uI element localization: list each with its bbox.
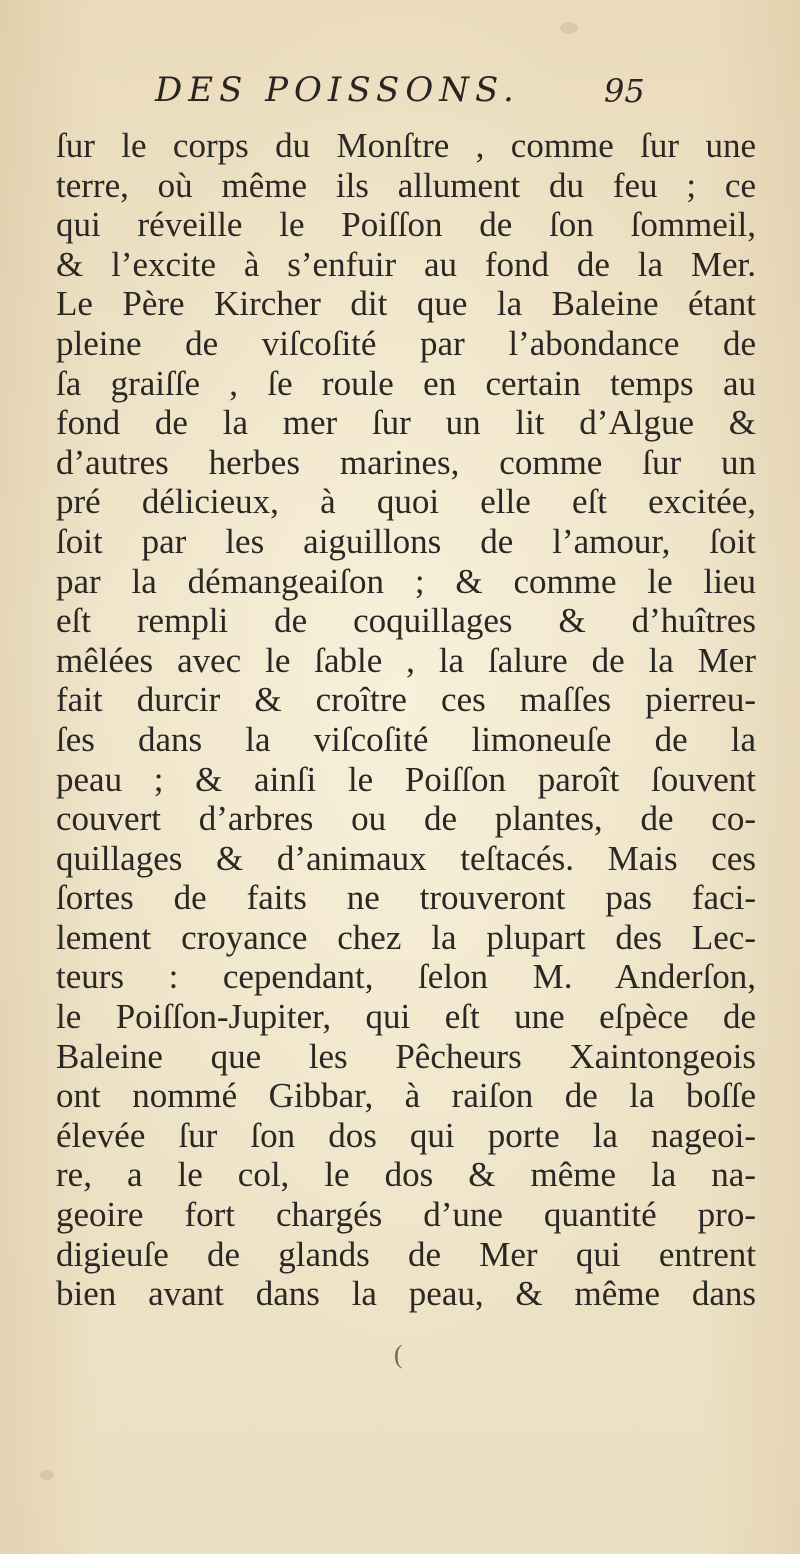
text-line: re, a le col, le dos & même la na-	[56, 1155, 756, 1195]
text-line: pré délicieux, à quoi elle eſt excitée,	[56, 482, 756, 522]
text-line: ont nommé Gibbar, à raiſon de la boſſe	[56, 1076, 756, 1116]
paper-stain	[560, 22, 578, 34]
text-line: digieuſe de glands de Mer qui entrent	[56, 1234, 756, 1274]
text-line: terre, où même ils allument du feu ; ce	[56, 165, 756, 205]
text-line: eſt rempli de coquillages & d’huîtres	[56, 601, 756, 641]
text-line: Le Père Kircher dit que la Baleine étant	[56, 284, 756, 324]
page-header	[0, 70, 800, 120]
text-line: d’autres herbes marines, comme ſur un	[56, 442, 756, 482]
text-line: ſur le corps du Monſtre , comme ſur une	[56, 126, 756, 165]
text-line: bien avant dans la peau, & même dans	[56, 1274, 756, 1314]
running-head: DES POISSONS.	[155, 70, 520, 110]
text-line: le Poiſſon-Jupiter, qui eſt une eſpèce de	[56, 997, 756, 1037]
text-line: couvert d’arbres ou de plantes, de co-	[56, 799, 756, 839]
text-line: geoire fort chargés d’une quantité pro-	[56, 1195, 756, 1235]
text-line: peau ; & ainſi le Poiſſon paroît ſouvent	[56, 759, 756, 799]
page-number: 95	[604, 72, 645, 110]
text-line: ſoit par les aiguillons de l’amour, ſoit	[56, 521, 756, 561]
text-line: mêlées avec le ſable , la ſalure de la Mer	[56, 640, 756, 680]
text-line: par la démangeaiſon ; & comme le lieu	[56, 561, 756, 601]
text-line: ſes dans la viſcoſité limoneuſe de la	[56, 719, 756, 759]
text-line: qui réveille le Poiſſon de ſon ſommeil,	[56, 205, 756, 245]
text-line: fait durcir & croître ces maſſes pierreu-	[56, 680, 756, 720]
text-line: lement croyance chez la plupart des Lec-	[56, 917, 756, 957]
text-line: fond de la mer ſur un lit d’Algue &	[56, 403, 756, 443]
text-line: élevée ſur ſon dos qui porte la nageoi-	[56, 1115, 756, 1155]
text-line: ſortes de faits ne trouveront pas faci-	[56, 878, 756, 918]
body-text	[56, 126, 756, 1314]
text-line: quillages & d’animaux teſtacés. Mais ces	[56, 838, 756, 878]
text-line: pleine de viſcoſité par l’abondance de	[56, 323, 756, 363]
text-line: Baleine que les Pêcheurs Xaintongeois	[56, 1036, 756, 1076]
text-line: & l’excite à s’enfuir au fond de la Mer.	[56, 244, 756, 284]
text-line: teurs : cependant, ſelon M. Anderſon,	[56, 957, 756, 997]
footer-mark: (	[394, 1340, 403, 1369]
text-line: ſa graiſſe , ſe roule en certain temps au	[56, 363, 756, 403]
paper-stain	[40, 1470, 54, 1480]
